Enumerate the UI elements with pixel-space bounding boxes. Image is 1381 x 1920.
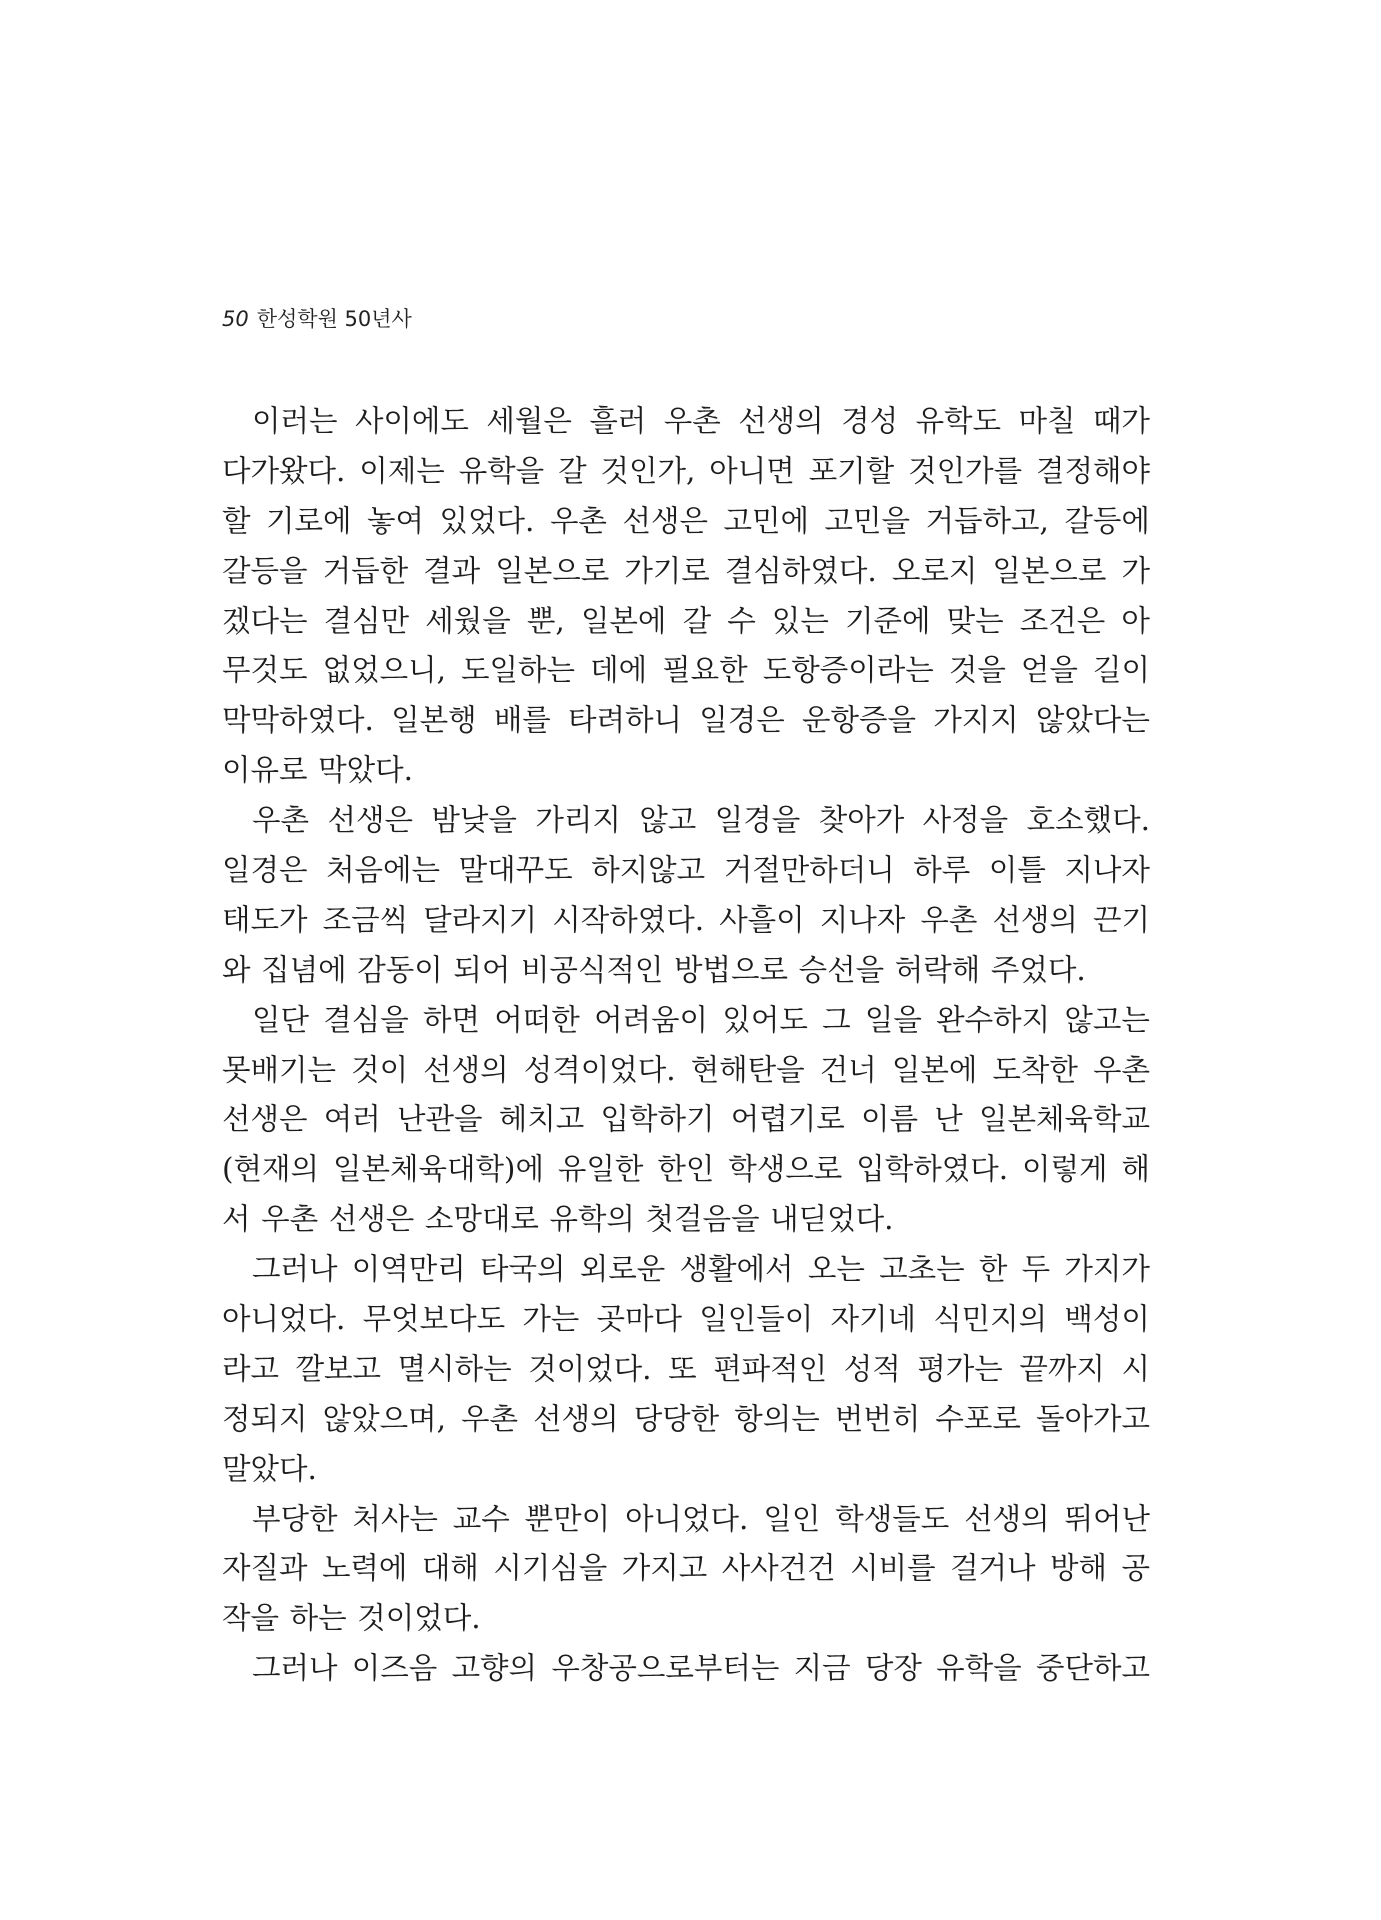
word: 선생의 — [738, 404, 824, 438]
word: 시작하였다. — [552, 902, 705, 937]
word: 얻을 — [1020, 653, 1078, 688]
word: 노력에 — [321, 1551, 408, 1586]
word: 식민지의 — [933, 1302, 1048, 1337]
word: 선생은 — [222, 1102, 308, 1137]
word: 일본으로 — [992, 553, 1107, 588]
word: 어렵기로 — [730, 1102, 845, 1137]
word: 사사건건 — [721, 1551, 836, 1586]
body-text — [222, 397, 1150, 1694]
word: 소망대로 — [424, 1202, 539, 1237]
word: 처사는 — [352, 1501, 438, 1536]
word: 우촌 — [549, 503, 607, 538]
text-line — [222, 1245, 1150, 1295]
word: 학생으로 — [728, 1152, 843, 1187]
word: 고초는 — [879, 1252, 965, 1287]
word: 당당한 — [633, 1401, 720, 1436]
word: 유학을 — [458, 453, 545, 488]
word: 입학하였다. — [856, 1152, 1009, 1187]
running-header — [222, 303, 412, 333]
word: 고민을 — [824, 503, 910, 538]
word: 걸거나 — [950, 1551, 1036, 1586]
word: 일본체육학교 — [979, 1102, 1150, 1137]
word: 있어도 — [722, 1002, 808, 1037]
word: 때가 — [1092, 404, 1150, 438]
text-line — [222, 1046, 1150, 1096]
text-line — [222, 1295, 1150, 1345]
word: 가기로 — [624, 553, 710, 588]
word: 가는 — [522, 1302, 580, 1337]
text-line — [222, 846, 1150, 896]
word: 와 — [222, 952, 251, 987]
page-number: 50 — [222, 307, 249, 331]
word: 아니었다. — [222, 1302, 346, 1337]
text-line — [222, 1095, 1150, 1145]
word: 무것도 — [222, 653, 308, 688]
word: 데에 — [590, 653, 648, 688]
word: 사이에도 — [354, 404, 469, 438]
word: 갈 — [558, 453, 587, 488]
word: 말았다. — [222, 1451, 317, 1486]
word: 있는 — [771, 603, 829, 638]
word: 선생은 — [622, 503, 708, 538]
word: 수포로 — [935, 1401, 1021, 1436]
word: 기로에 — [266, 503, 352, 538]
word: 우촌 — [252, 803, 309, 838]
word: 할 — [222, 503, 251, 538]
word: 난 — [934, 1102, 963, 1137]
word: 감동이 — [357, 952, 443, 987]
word: 없었으니, — [322, 653, 446, 688]
word: 비공식적인 — [520, 952, 664, 987]
word: 멸시하는 — [397, 1351, 512, 1386]
word: 하루 — [913, 853, 971, 888]
word: 말대꾸도 — [458, 853, 573, 888]
word: 우촌 — [261, 1202, 319, 1237]
text-line — [222, 1495, 1150, 1545]
word: 무엇보다도 — [362, 1302, 506, 1337]
word: 당장 — [864, 1651, 922, 1686]
word: 것을 — [948, 653, 1006, 688]
word: 오는 — [807, 1252, 865, 1287]
word: 부당한 — [252, 1501, 338, 1536]
text-line — [222, 796, 1150, 846]
word: 사정을 — [922, 803, 1009, 838]
word: 결과 — [423, 553, 481, 588]
word: 생활에서 — [679, 1252, 794, 1287]
word: 일경을 — [714, 803, 801, 838]
word: 않았다는 — [1035, 703, 1150, 738]
word: 유학을 — [936, 1651, 1022, 1686]
word: 첫걸음을 — [645, 1202, 760, 1237]
word: 타국의 — [480, 1252, 566, 1287]
word: 시 — [1121, 1351, 1150, 1386]
word: 일단 — [252, 1002, 309, 1037]
text-line — [222, 1445, 1150, 1495]
word: 그러나 — [252, 1651, 338, 1686]
word: 이유로 — [222, 753, 308, 788]
text-line — [222, 646, 1150, 696]
word: 대해 — [421, 1551, 479, 1586]
word: 선생의 — [423, 1052, 509, 1087]
word: 어려움이 — [594, 1002, 709, 1037]
word: 서 — [222, 1202, 251, 1237]
word: 달라지기 — [423, 902, 538, 937]
word: 것인가를 — [908, 453, 1023, 488]
word: 라고 — [222, 1351, 279, 1386]
word: 도항증이라는 — [762, 653, 934, 688]
text-line — [222, 1145, 1150, 1195]
word: 자질과 — [222, 1551, 308, 1586]
word: 포기할 — [808, 453, 895, 488]
word: 일인 — [763, 1501, 821, 1536]
word: 또 — [668, 1351, 697, 1386]
word: 돌아가고 — [1036, 1401, 1150, 1436]
word: 있었다. — [439, 503, 535, 538]
word: 두 — [1021, 1252, 1051, 1287]
word: 그 — [822, 1002, 851, 1037]
text-line — [222, 497, 1150, 547]
word: 우창공으로부터는 — [551, 1651, 780, 1686]
word: 갈등을 — [222, 553, 308, 588]
word: 해 — [1121, 1152, 1150, 1187]
word: 우촌 — [663, 404, 721, 438]
word: 가리지 — [535, 803, 621, 838]
word: 일경은 — [699, 703, 785, 738]
word: 결심만 — [323, 603, 410, 638]
word: 주었다. — [990, 952, 1086, 987]
word: 끈기 — [1093, 902, 1150, 937]
text-line — [222, 597, 1150, 647]
word: 세월은 — [486, 404, 572, 438]
word: 하는 — [289, 1601, 347, 1636]
word: 일본체육대학)에 — [332, 1152, 544, 1187]
word: 갈 — [682, 603, 712, 638]
word: 일본으로 — [495, 553, 610, 588]
word: 현해탄을 — [690, 1052, 805, 1087]
word: 고민에 — [723, 503, 809, 538]
word: 백성이 — [1064, 1302, 1150, 1337]
word: 가지고 — [621, 1551, 708, 1586]
word: 작을 — [222, 1601, 279, 1636]
text-line — [222, 946, 1150, 996]
word: 결심을 — [323, 1002, 409, 1037]
word: 여러 — [323, 1102, 381, 1137]
word: 승선을 — [798, 952, 885, 987]
word: 것이 — [351, 1052, 409, 1087]
word: 마칠 — [1018, 404, 1076, 438]
text-line — [222, 1644, 1150, 1694]
word: 우촌 — [461, 1401, 519, 1436]
word: 갈등에 — [1064, 503, 1150, 538]
word: 아니면 — [709, 453, 795, 488]
word: 끝까지 — [1019, 1351, 1105, 1386]
word: 거듭하고, — [925, 503, 1049, 538]
word: 놓여 — [367, 503, 425, 538]
book-title: 한성학원 50년사 — [256, 307, 412, 331]
word: 결정해야 — [1036, 453, 1150, 488]
word: 호소했다. — [1026, 803, 1150, 838]
word: 자기네 — [830, 1302, 916, 1337]
word: 맞는 — [946, 603, 1004, 638]
word: 시기심을 — [493, 1551, 608, 1586]
word: 방법으로 — [674, 952, 789, 987]
word: 번번히 — [834, 1401, 921, 1436]
word: 찾아가 — [818, 803, 905, 838]
word: 난관을 — [397, 1102, 483, 1137]
word: 것이었다. — [357, 1601, 481, 1636]
word: 유일한 — [557, 1152, 644, 1187]
word: 못배기는 — [222, 1052, 336, 1087]
word: 성격이었다. — [523, 1052, 676, 1087]
word: 일인들이 — [699, 1302, 814, 1337]
word: 길이 — [1092, 653, 1150, 688]
word: 어떠한 — [494, 1002, 580, 1037]
word: 겠다는 — [222, 603, 308, 638]
word: 학생들도 — [835, 1501, 950, 1536]
word: 태도가 — [222, 902, 308, 937]
text-line — [222, 447, 1150, 497]
word: 것인가, — [600, 453, 696, 488]
word: 시비를 — [850, 1551, 936, 1586]
word: 조건은 — [1019, 603, 1106, 638]
word: 도일하는 — [461, 653, 576, 688]
word: 선생의 — [533, 1401, 619, 1436]
word: 결심하였다. — [724, 553, 877, 588]
word: 유학도 — [915, 404, 1002, 438]
word: 아 — [1121, 603, 1150, 638]
word: 뛰어난 — [1064, 1501, 1150, 1536]
word: 교수 — [452, 1501, 510, 1536]
word: 헤치고 — [498, 1102, 585, 1137]
text-line — [222, 896, 1150, 946]
word: 공 — [1121, 1551, 1150, 1586]
word: 지금 — [793, 1651, 851, 1686]
word: 아니었다. — [625, 1501, 749, 1536]
word: 한인 — [657, 1152, 715, 1187]
word: 세웠을 — [425, 603, 511, 638]
word: 것이었다. — [528, 1351, 652, 1386]
text-line — [222, 996, 1150, 1046]
word: 방해 — [1050, 1551, 1107, 1586]
word: 뿐, — [526, 603, 565, 638]
word: 가지지 — [933, 703, 1019, 738]
text-line — [222, 696, 1150, 746]
word: 내딛었다. — [770, 1202, 894, 1237]
word: 곳마다 — [596, 1302, 683, 1337]
word: 필요한 — [662, 653, 748, 688]
word: 조금씩 — [322, 902, 409, 937]
word: 항의는 — [734, 1401, 820, 1436]
word: 성적 — [843, 1351, 901, 1386]
word: 도착한 — [992, 1052, 1078, 1087]
word: 유학의 — [549, 1202, 635, 1237]
word: 허락해 — [894, 952, 981, 987]
word: 고향의 — [451, 1651, 538, 1686]
word: 기준에 — [845, 603, 931, 638]
word: 않고 — [639, 803, 697, 838]
word: 일경은 — [222, 853, 308, 888]
word: 편파적인 — [713, 1351, 828, 1386]
word: 우촌 — [920, 902, 978, 937]
word: 막막하였다. — [222, 703, 374, 738]
word: 외로운 — [579, 1252, 666, 1287]
word: 일을 — [864, 1002, 922, 1037]
word: 일본행 — [391, 703, 477, 738]
text-line — [222, 397, 1150, 447]
text-line — [222, 1345, 1150, 1395]
text-line — [222, 547, 1150, 597]
word: 거듭한 — [322, 553, 409, 588]
word: 이즈음 — [351, 1651, 438, 1686]
text-line — [222, 1594, 1150, 1644]
word: 밤낮을 — [431, 803, 517, 838]
word: 이름 — [861, 1102, 918, 1137]
word: 이틀 — [988, 853, 1046, 888]
word: (현재의 — [222, 1152, 320, 1187]
word: 건너 — [819, 1052, 877, 1087]
word: 오로지 — [891, 553, 978, 588]
word: 뿐만이 — [524, 1501, 611, 1536]
word: 가지가 — [1064, 1252, 1150, 1287]
word: 지나자 — [819, 902, 906, 937]
word: 막았다. — [318, 753, 413, 788]
word: 우촌 — [1093, 1052, 1150, 1087]
word: 완수하지 — [936, 1002, 1051, 1037]
text-line — [222, 1395, 1150, 1445]
word: 않았으며, — [322, 1401, 446, 1436]
text-line — [222, 1544, 1150, 1594]
word: 처음에는 — [326, 853, 441, 888]
text-line — [222, 746, 1150, 796]
word: 되어 — [453, 952, 511, 987]
word: 사흘이 — [719, 902, 805, 937]
word: 그러나 — [252, 1252, 338, 1287]
word: 이러는 — [252, 404, 338, 438]
word: 타려하니 — [568, 703, 683, 738]
word: 배를 — [493, 703, 551, 738]
word: 일본에 — [580, 603, 667, 638]
word: 흘러 — [589, 404, 647, 438]
word: 않고는 — [1064, 1002, 1150, 1037]
text-line — [222, 1195, 1150, 1245]
word: 하면 — [423, 1002, 481, 1037]
word: 한 — [978, 1252, 1008, 1287]
word: 지나자 — [1064, 853, 1150, 888]
word: 선생의 — [964, 1501, 1050, 1536]
word: 선생은 — [328, 1202, 415, 1237]
word: 선생의 — [992, 902, 1078, 937]
word: 정되지 — [222, 1401, 308, 1436]
word: 다가왔다. — [222, 453, 346, 488]
word: 이제는 — [359, 453, 445, 488]
word: 경성 — [841, 404, 899, 438]
word: 집념에 — [261, 952, 347, 987]
word: 중단하고 — [1035, 1651, 1150, 1686]
word: 이렇게 — [1022, 1152, 1108, 1187]
word: 가 — [1121, 553, 1150, 588]
word: 일본에 — [891, 1052, 978, 1087]
word: 입학하기 — [600, 1102, 715, 1137]
word: 이역만리 — [351, 1252, 466, 1287]
word: 평가는 — [917, 1351, 1003, 1386]
word: 수 — [727, 603, 756, 638]
word: 거절만하더니 — [723, 853, 895, 888]
word: 선생은 — [327, 803, 413, 838]
word: 운항증을 — [801, 703, 916, 738]
word: 하지않고 — [591, 853, 706, 888]
word: 깔보고 — [295, 1351, 382, 1386]
